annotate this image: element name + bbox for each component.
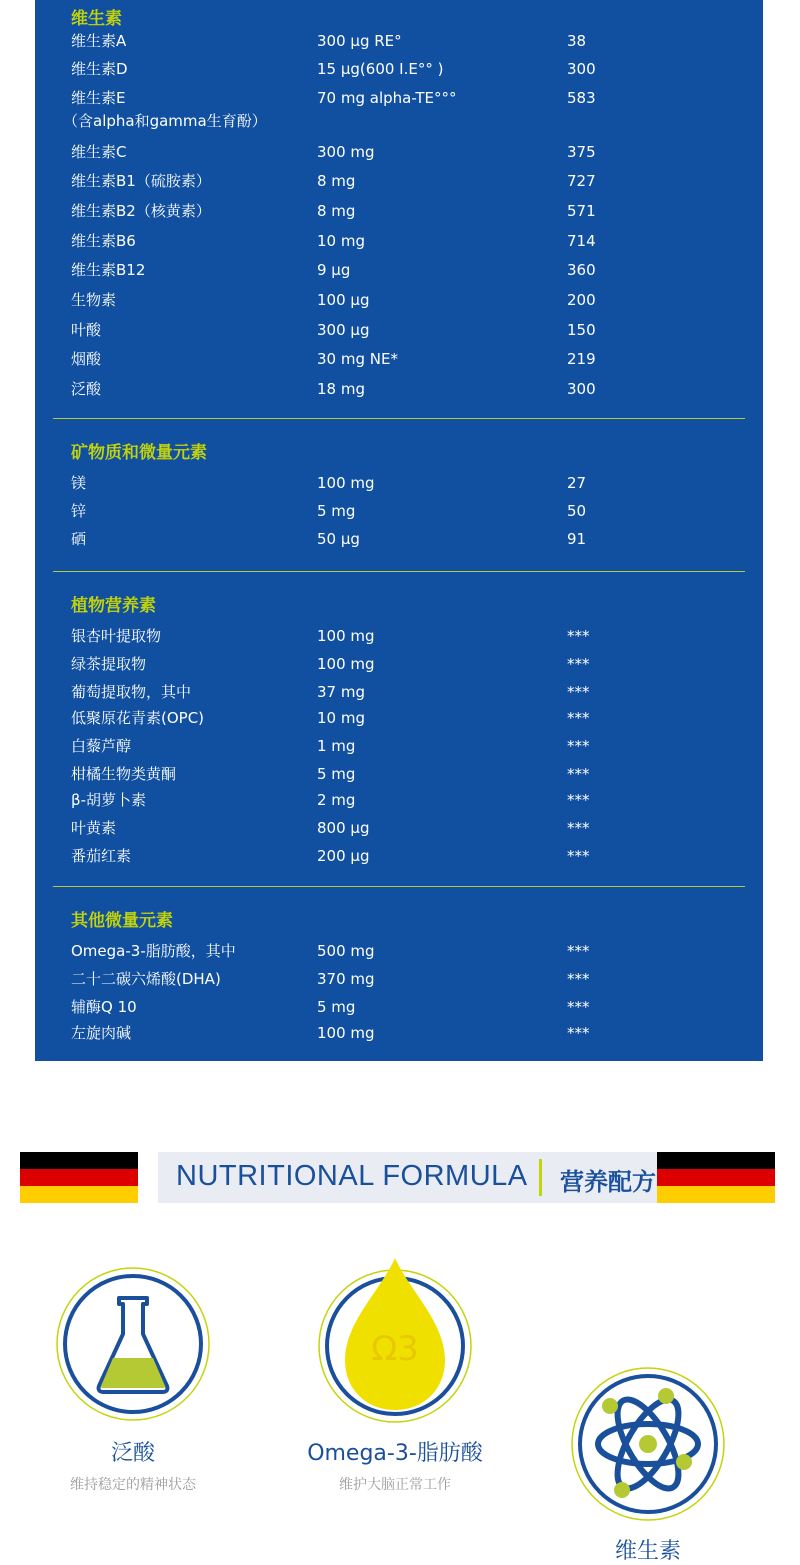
table-row: 维生素A 300 µg RE° 38 [71,32,587,50]
table-row: 银杏叶提取物 100 mg *** [71,627,590,645]
table-row: 白藜芦醇 1 mg *** [71,737,590,755]
row-subnote: （含alpha和gamma生育酚） [63,112,267,130]
banner-title-box [158,1152,676,1203]
banner-title-en: NUTRITIONAL FORMULA [176,1160,528,1192]
section-divider [53,418,745,419]
banner-separator [539,1159,542,1196]
section-divider [53,886,745,887]
section-banner [20,1152,775,1203]
table-row: 绿茶提取物 100 mg *** [71,655,590,673]
table-row: 维生素B2（核黄素） 8 mg 571 [71,202,596,220]
omega3-drop-icon [317,1256,473,1424]
table-row: 二十二碳六烯酸(DHA) 370 mg *** [71,970,590,988]
german-flag-right [657,1152,775,1203]
feature-title-omega3: Omega-3-脂肪酸 [307,1441,483,1466]
german-flag-left [20,1152,138,1203]
feature-title-vitamins: 维生素 [614,1539,681,1564]
section-title-minerals: 矿物质和微量元素 [71,443,207,463]
table-row: 维生素E 70 mg alpha-TE°°° 583 [71,89,596,107]
table-row: 维生素B1（硫胺素） 8 mg 727 [71,172,596,190]
section-title-other: 其他微量元素 [71,911,173,931]
omega3-label: Ω3 [371,1329,419,1369]
table-row: Omega-3-脂肪酸，其中 500 mg *** [71,942,590,960]
table-row: 叶黄素 800 µg *** [71,819,590,837]
section-title-vitamins: 维生素 [71,9,122,29]
table-row: 番茄红素 200 µg *** [71,847,590,865]
feature-title-pantothenic: 泛酸 [110,1441,155,1466]
table-row: 烟酸 30 mg NE* 219 [71,350,596,368]
table-row: 低聚原花青素(OPC) 10 mg *** [71,709,590,727]
feature-subtitle-omega3: 维护大脑正常工作 [339,1477,451,1493]
table-row: 泛酸 18 mg 300 [71,380,596,398]
nutrition-facts-panel [35,0,763,1061]
table-row: 葡萄提取物，其中 37 mg *** [71,683,590,701]
section-title-phytonutrients: 植物营养素 [71,596,156,616]
table-row: β-胡萝卜素 2 mg *** [71,791,590,809]
table-row: 左旋肉碱 100 mg *** [71,1024,590,1042]
table-row: 维生素C 300 mg 375 [71,143,596,161]
table-row: 辅酶Q 10 5 mg *** [71,998,590,1016]
feature-subtitle-pantothenic: 维持稳定的精神状态 [70,1477,196,1493]
table-row: 硒 50 µg 91 [71,530,587,548]
table-row: 锌 5 mg 50 [71,502,587,520]
banner-title-cn: 营养配方 [560,1168,656,1196]
table-row: 叶酸 300 µg 150 [71,321,596,339]
section-divider [53,571,745,572]
table-row: 柑橘生物类黄酮 5 mg *** [71,765,590,783]
table-row: 镁 100 mg 27 [71,474,587,492]
atom-icon [570,1366,726,1522]
table-row: 维生素B6 10 mg 714 [71,232,596,250]
flask-icon [55,1266,211,1422]
table-row: 维生素B12 9 µg 360 [71,261,596,279]
table-row: 维生素D 15 µg(600 I.E°° ) 300 [71,60,596,78]
table-row: 生物素 100 µg 200 [71,291,596,309]
